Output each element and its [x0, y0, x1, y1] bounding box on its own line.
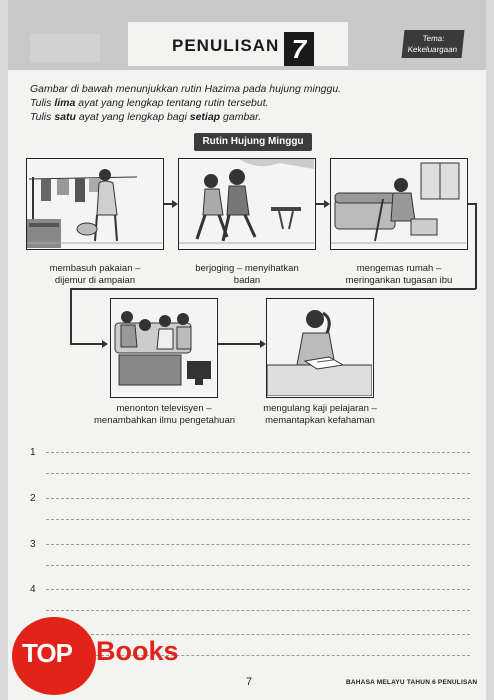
answer-line[interactable] [46, 452, 470, 453]
caption-television: menonton televisyen – menambahkan ilmu pengetahuan [94, 403, 236, 426]
answer-line[interactable] [46, 634, 470, 635]
television-illustration [111, 299, 216, 396]
answer-line[interactable] [46, 610, 470, 611]
theme-tag [402, 30, 465, 58]
picture-cleaning [330, 158, 468, 250]
caption-jogging: berjoging – menyihatkan badan [195, 263, 299, 286]
answer-line-number: 5 [16, 630, 20, 637]
answer-line[interactable] [46, 519, 470, 520]
picture-television [110, 298, 218, 398]
page-title: PENULISAN [172, 36, 280, 55]
jogging-illustration [179, 159, 314, 248]
picture-laundry [26, 158, 164, 250]
worksheet-page [8, 0, 486, 700]
instruction-line-1: Gambar di bawah menunjukkan rutin Hazima pada hujung minggu. [30, 83, 342, 95]
studying-illustration [267, 299, 372, 396]
picture-jogging [178, 158, 316, 250]
flow-connector [475, 203, 477, 289]
answer-line-number: 3 [30, 539, 36, 550]
book-title: BAHASA MELAYU TAHUN 6 PENULISAN [346, 679, 478, 686]
page-number: 7 [246, 676, 253, 688]
logo-text-books: Books [96, 636, 179, 666]
answer-line[interactable] [46, 473, 470, 474]
theme-value: Kekeluargaan [407, 45, 458, 54]
answer-line[interactable] [46, 565, 470, 566]
answer-line[interactable] [46, 498, 470, 499]
arrow-right-icon [172, 200, 178, 208]
flow-connector [70, 288, 72, 344]
cleaning-illustration [331, 159, 466, 248]
section-title: Rutin Hujung Minggu [194, 133, 312, 151]
caption-cleaning: mengemas rumah – meringankan tugasan ibu [345, 263, 453, 286]
instruction-line-2: Tulis lima ayat yang lengkap tentang rutin tersebut. [30, 97, 269, 109]
answer-line-number: 1 [30, 447, 36, 458]
arrow-right-icon [102, 340, 108, 348]
flow-connector [70, 288, 476, 290]
header-decoration [30, 34, 100, 62]
answer-line[interactable] [46, 544, 470, 545]
logo-text-top: TOP [22, 638, 72, 668]
picture-studying [266, 298, 374, 398]
theme-label: Tema: [422, 34, 445, 43]
answer-line[interactable] [46, 589, 470, 590]
caption-laundry: membasuh pakaian – dijemur di ampaian [49, 263, 141, 286]
flow-connector [218, 343, 262, 345]
laundry-illustration [27, 159, 162, 248]
caption-studying: mengulang kaji pelajaran – memantapkan kefahaman [263, 403, 377, 426]
instruction-line-3: Tulis satu ayat yang lengkap bagi setiap gambar. [30, 111, 262, 123]
answer-line-number: 4 [30, 584, 36, 595]
flow-connector [70, 343, 104, 345]
arrow-right-icon [324, 200, 330, 208]
exercise-number: 7 [284, 32, 314, 66]
answer-line-number: 2 [30, 493, 36, 504]
